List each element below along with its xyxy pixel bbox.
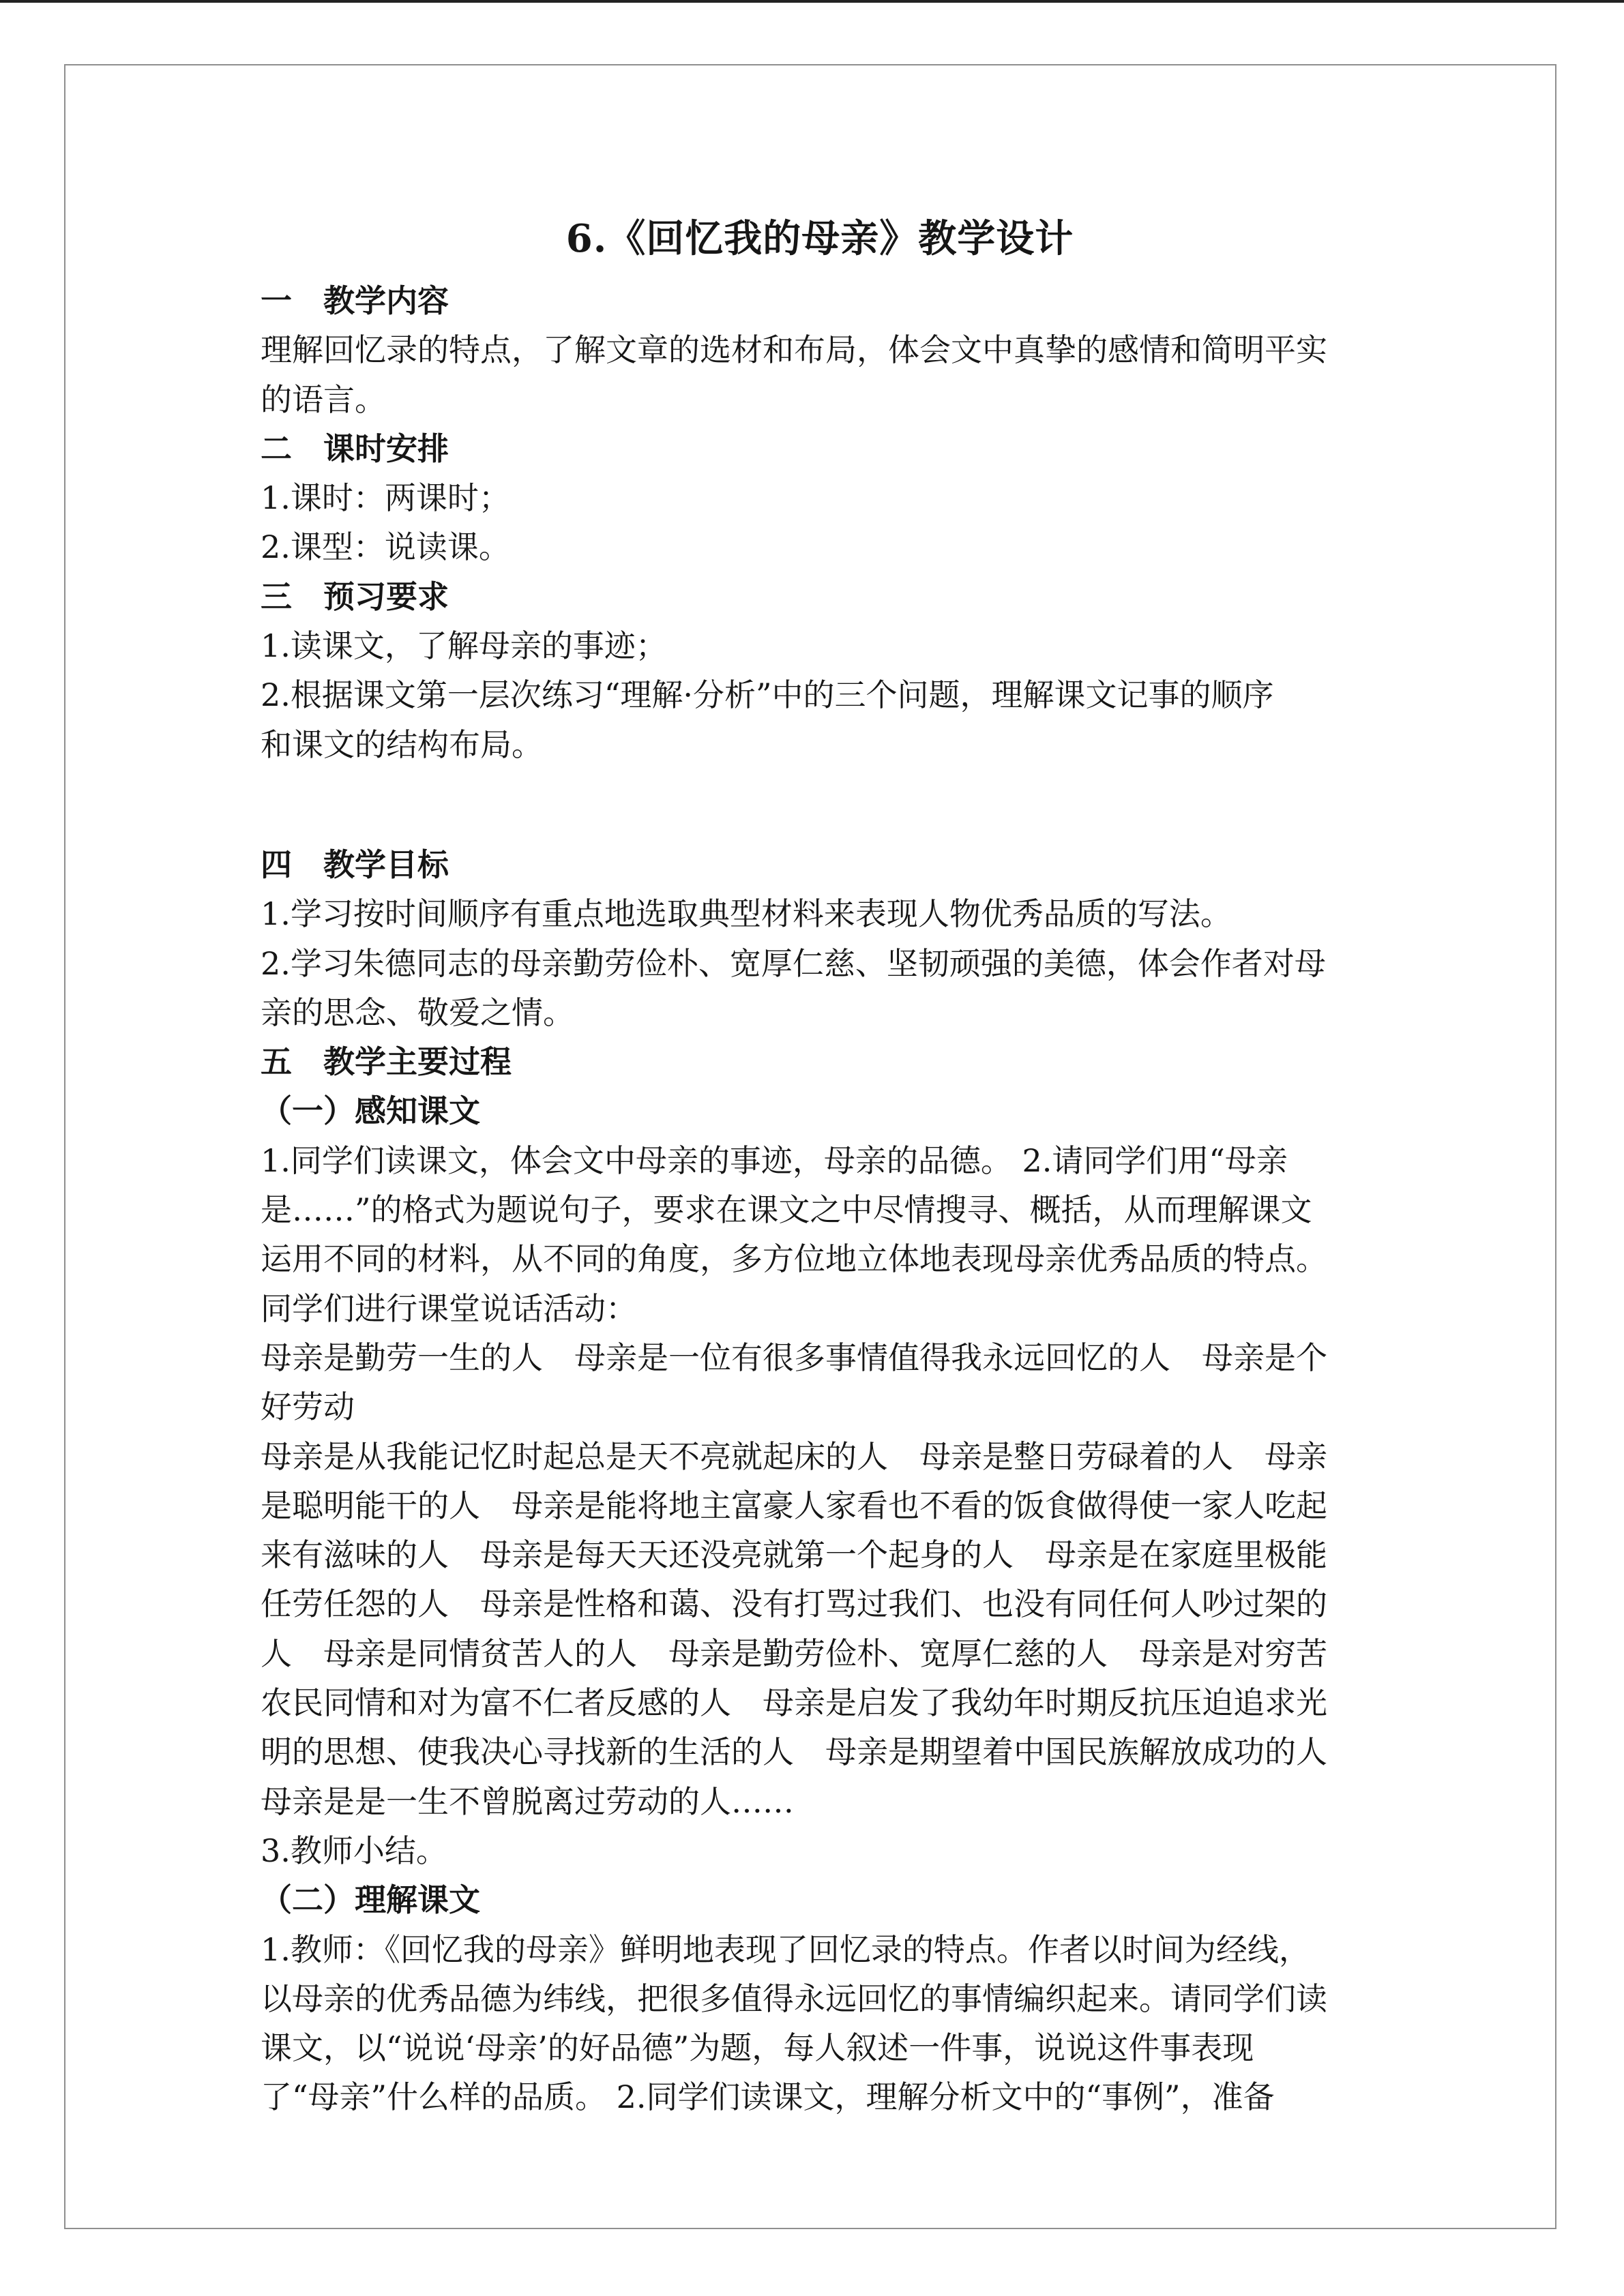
body-text-line: 运用不同的材料，从不同的角度，多方位地立体地表现母亲优秀品质的特点。	[261, 1240, 1327, 1278]
body-text-line: 亲的思念、敬爱之情。	[261, 994, 574, 1031]
body-text-line: 课文，以“说说‘母亲’的好品德”为题，每人叙述一件事，说说这件事表现	[261, 2029, 1254, 2067]
document-lines	[261, 276, 1379, 2122]
section-heading: 一 教学内容	[261, 282, 449, 319]
section-heading: 五 教学主要过程	[261, 1043, 512, 1081]
body-text-line: 同学们进行课堂说话活动：	[261, 1289, 637, 1327]
blank-line	[261, 780, 1379, 829]
document-title: 6.《回忆我的母亲》教学设计	[565, 216, 1074, 261]
body-text-line: 是聪明能干的人 母亲是能将地主富豪人家看也不看的饭食做得使一家人吃起	[261, 1487, 1327, 1524]
body-text-line: 母亲是是一生不曾脱离过劳动的人……	[261, 1783, 794, 1820]
document-body	[261, 208, 1379, 2122]
body-text-line: 任劳任怨的人 母亲是性格和蔼、没有打骂过我们、也没有同任何人吵过架的	[261, 1585, 1327, 1623]
section-heading: 三 预习要求	[261, 578, 449, 615]
body-text-line: 1.学习按时间顺序有重点地选取典型材料来表现人物优秀品质的写法。	[261, 895, 1232, 933]
body-text-line: 2.根据课文第一层次练习“理解·分析”中的三个问题，理解课文记事的顺序	[261, 676, 1274, 714]
body-text-line: 和课文的结构布局。	[261, 726, 543, 763]
body-text-line: 是……”的格式为题说句子，要求在课文之中尽情搜寻、概括，从而理解课文	[261, 1191, 1312, 1229]
body-text-line: 2.学习朱德同志的母亲勤劳俭朴、宽厚仁慈、坚韧顽强的美德，体会作者对母	[261, 944, 1326, 982]
body-text-line: 的语言。	[261, 381, 386, 418]
body-text-line: 2.课型：说读课。	[261, 528, 510, 566]
body-text-line: 母亲是勤劳一生的人 母亲是一位有很多事情值得我永远回忆的人 母亲是个	[261, 1339, 1327, 1376]
body-text-line: 明的思想、使我决心寻找新的生活的人 母亲是期望着中国民族解放成功的人	[261, 1733, 1327, 1771]
body-text-line: 1.同学们读课文，体会文中母亲的事迹，母亲的品德。 2.请同学们用“母亲	[261, 1142, 1288, 1179]
section-heading: （二）理解课文	[261, 1881, 480, 1919]
body-text-line: 了“母亲”什么样的品质。 2.同学们读课文，理解分析文中的“事例”，准备	[261, 2078, 1275, 2116]
body-text-line: 1.教师：《回忆我的母亲》鲜明地表现了回忆录的特点。作者以时间为经线，	[261, 1930, 1310, 1968]
section-heading: （一）感知课文	[261, 1092, 480, 1130]
body-text-line: 1.读课文，了解母亲的事迹；	[261, 627, 667, 665]
body-text-line: 3.教师小结。	[261, 1832, 447, 1869]
body-text-line: 理解回忆录的特点，了解文章的选材和布局，体会文中真挚的感情和简明平实	[261, 331, 1327, 369]
top-border-line	[0, 0, 1624, 3]
body-text-line: 人 母亲是同情贫苦人的人 母亲是勤劳俭朴、宽厚仁慈的人 母亲是对穷苦	[261, 1635, 1327, 1672]
section-heading: 四 教学目标	[261, 846, 449, 883]
body-text-line: 母亲是从我能记忆时起总是天不亮就起床的人 母亲是整日劳碌着的人 母亲	[261, 1437, 1327, 1475]
body-text-line: 好劳动	[261, 1388, 355, 1426]
body-text-line: 1.课时：两课时；	[261, 479, 510, 517]
section-heading: 二 课时安排	[261, 430, 449, 467]
body-text-line: 农民同情和对为富不仁者反感的人 母亲是启发了我幼年时期反抗压迫追求光	[261, 1684, 1327, 1722]
body-text-line: 以母亲的优秀品德为纬线，把很多值得永远回忆的事情编织起来。请同学们读	[261, 1980, 1327, 2017]
body-text-line: 来有滋味的人 母亲是每天天还没亮就第一个起身的人 母亲是在家庭里极能	[261, 1536, 1327, 1574]
